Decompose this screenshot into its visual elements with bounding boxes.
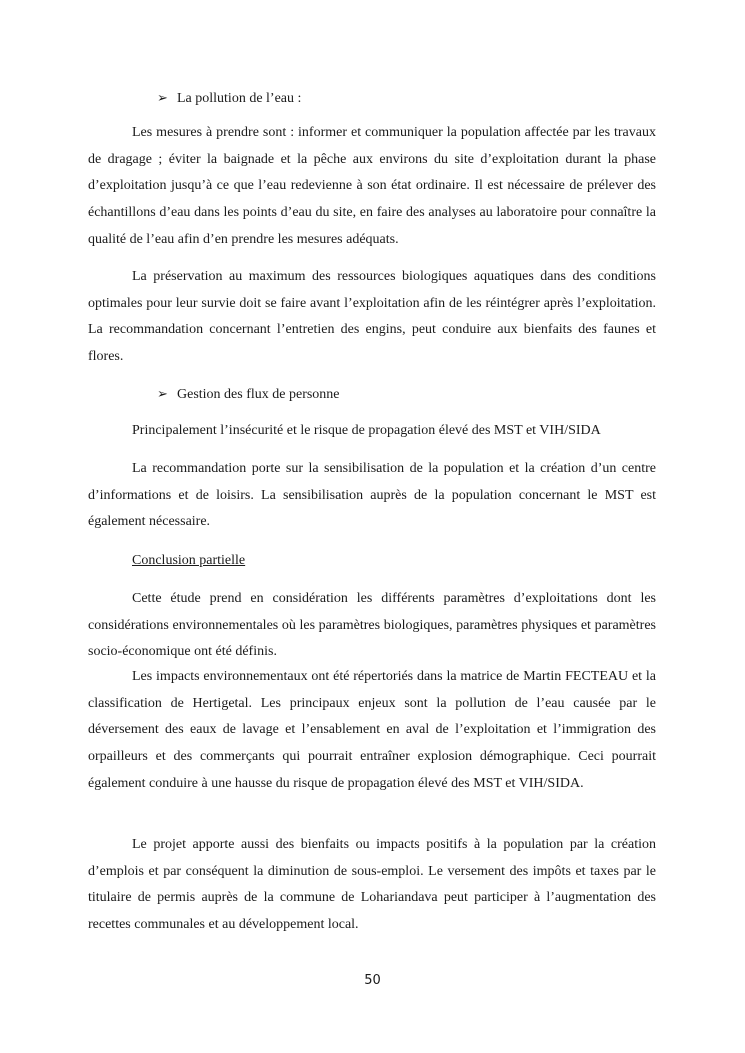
bullet-gestion-label: Gestion des flux de personne: [177, 387, 340, 402]
conclusion-heading-text: Conclusion partielle: [132, 553, 246, 568]
bullet-pollution-label: La pollution de l’eau :: [177, 91, 302, 106]
arrow-bullet-icon: ➢: [157, 90, 168, 105]
bullet-pollution: [157, 88, 301, 109]
paragraph-recommandation: La recommandation porte sur la sensibilisation de la population et la création d’un centre d’informations et de loisirs. La sensibilisation auprès de la population concernant le MST est également nécessaire.: [88, 461, 656, 530]
arrow-bullet-icon: ➢: [157, 386, 168, 401]
paragraph-insecurite: Principalement l’insécurité et le risque de propagation élevé des MST et VIH/SIDA: [132, 423, 601, 438]
paragraph-projet: Le projet apporte aussi des bienfaits ou impacts positifs à la population par la création d’emplois et par conséquent la diminution de sous-emploi. Le versement des impôts et taxes par le titulaire de permis auprès de la commune de Lohariandava peut participer à l’augmentation des recettes communales et au développement local.: [88, 837, 656, 933]
conclusion-heading: [88, 548, 656, 575]
page-number: 50: [364, 973, 381, 988]
paragraph-mesures: Les mesures à prendre sont : informer et communiquer la population affectée par les travaux de dragage ; éviter la baignade et la pêche aux environs du site d’exploitation durant la phase d’exploitation jusqu’à ce que l’eau redevienne à son état ordinaire. Il est nécessaire de prélever des échantillons d’eau dans les points d’eau du site, en faire des analyses au laboratoire pour connaître la qualité de l’eau afin d’en prendre les mesures adéquats.: [88, 125, 656, 247]
paragraph-preservation: La préservation au maximum des ressources biologiques aquatiques dans des conditions optimales pour leur survie doit se faire avant l’exploitation afin de les réintégrer après l’exploitation. La recommandation concernant l’entretien des engins, peut conduire aux bienfaits des faunes et flores.: [88, 269, 656, 365]
paragraph-etude: Cette étude prend en considération les différents paramètres d’exploitations dont les considérations environnementales où les paramètres biologiques, paramètres physiques et paramètres socio-économique ont été définis.: [88, 591, 656, 660]
paragraph-impacts: Les impacts environnementaux ont été répertoriés dans la matrice de Martin FECTEAU et la classification de Hertigetal. Les principaux enjeux sont la pollution de l’eau causée par le déversement des eaux de lavage et l’ensablement en aval de l’exploitation et l’immigration des orpailleurs et des commerçants qui pourrait entraîner explosion démographique. Ceci pourrait également conduire à une hausse du risque de propagation élevé des MST et VIH/SIDA.: [88, 669, 656, 791]
bullet-gestion: [157, 384, 340, 405]
